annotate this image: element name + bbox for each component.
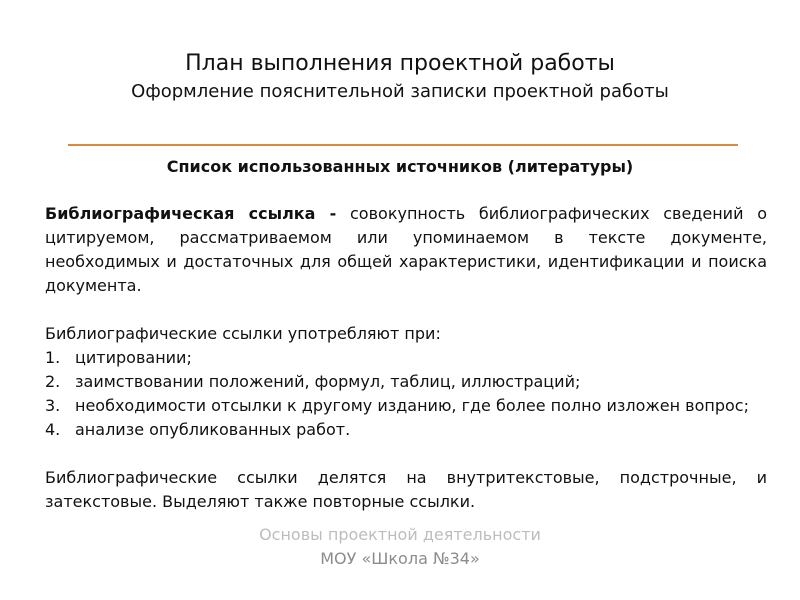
list-item	[45, 418, 767, 442]
closing-paragraph: Библиографические ссылки делятся на внутритекстовые, подстрочные, и затекстовые. Выделяют также повторные ссылки.	[45, 468, 767, 511]
usage-list	[45, 346, 767, 442]
spacer	[45, 442, 767, 466]
footer-course: Основы проектной деятельности	[259, 525, 541, 544]
slide-subtitle: Оформление пояснительной записки проектной работы	[131, 81, 669, 102]
list-text: заимствовании положений, формул, таблиц, иллюстраций;	[75, 372, 581, 391]
divider	[68, 144, 738, 146]
list-item	[45, 394, 767, 418]
definition-text: совокупность библиографических сведений о цитируемом, рассматриваемом или упоминаемом в тексте документе, необходимых и достаточных для общей характеристики, идентификации и поиска документа.	[45, 204, 767, 295]
list-number: 3.	[45, 396, 61, 415]
list-text: анализе опубликованных работ.	[75, 420, 351, 439]
list-text: цитировании;	[75, 348, 192, 367]
list-number: 2.	[45, 372, 61, 391]
list-number: 1.	[45, 348, 61, 367]
definition-term: Библиографическая ссылка -	[45, 204, 337, 223]
list-item	[45, 346, 767, 370]
slide-content	[45, 202, 767, 514]
section-heading: Список использованных источников (литературы)	[166, 157, 634, 176]
definition-paragraph	[45, 202, 767, 298]
usage-intro: Библиографические ссылки употребляют при:	[45, 324, 441, 343]
list-item	[45, 370, 767, 394]
spacer	[45, 298, 767, 322]
slide-title: План выполнения проектной работы	[185, 51, 615, 76]
list-text: необходимости отсылки к другому изданию, где более полно изложен вопрос;	[75, 396, 749, 415]
footer-school: МОУ «Школа №34»	[320, 549, 480, 568]
list-number: 4.	[45, 420, 61, 439]
